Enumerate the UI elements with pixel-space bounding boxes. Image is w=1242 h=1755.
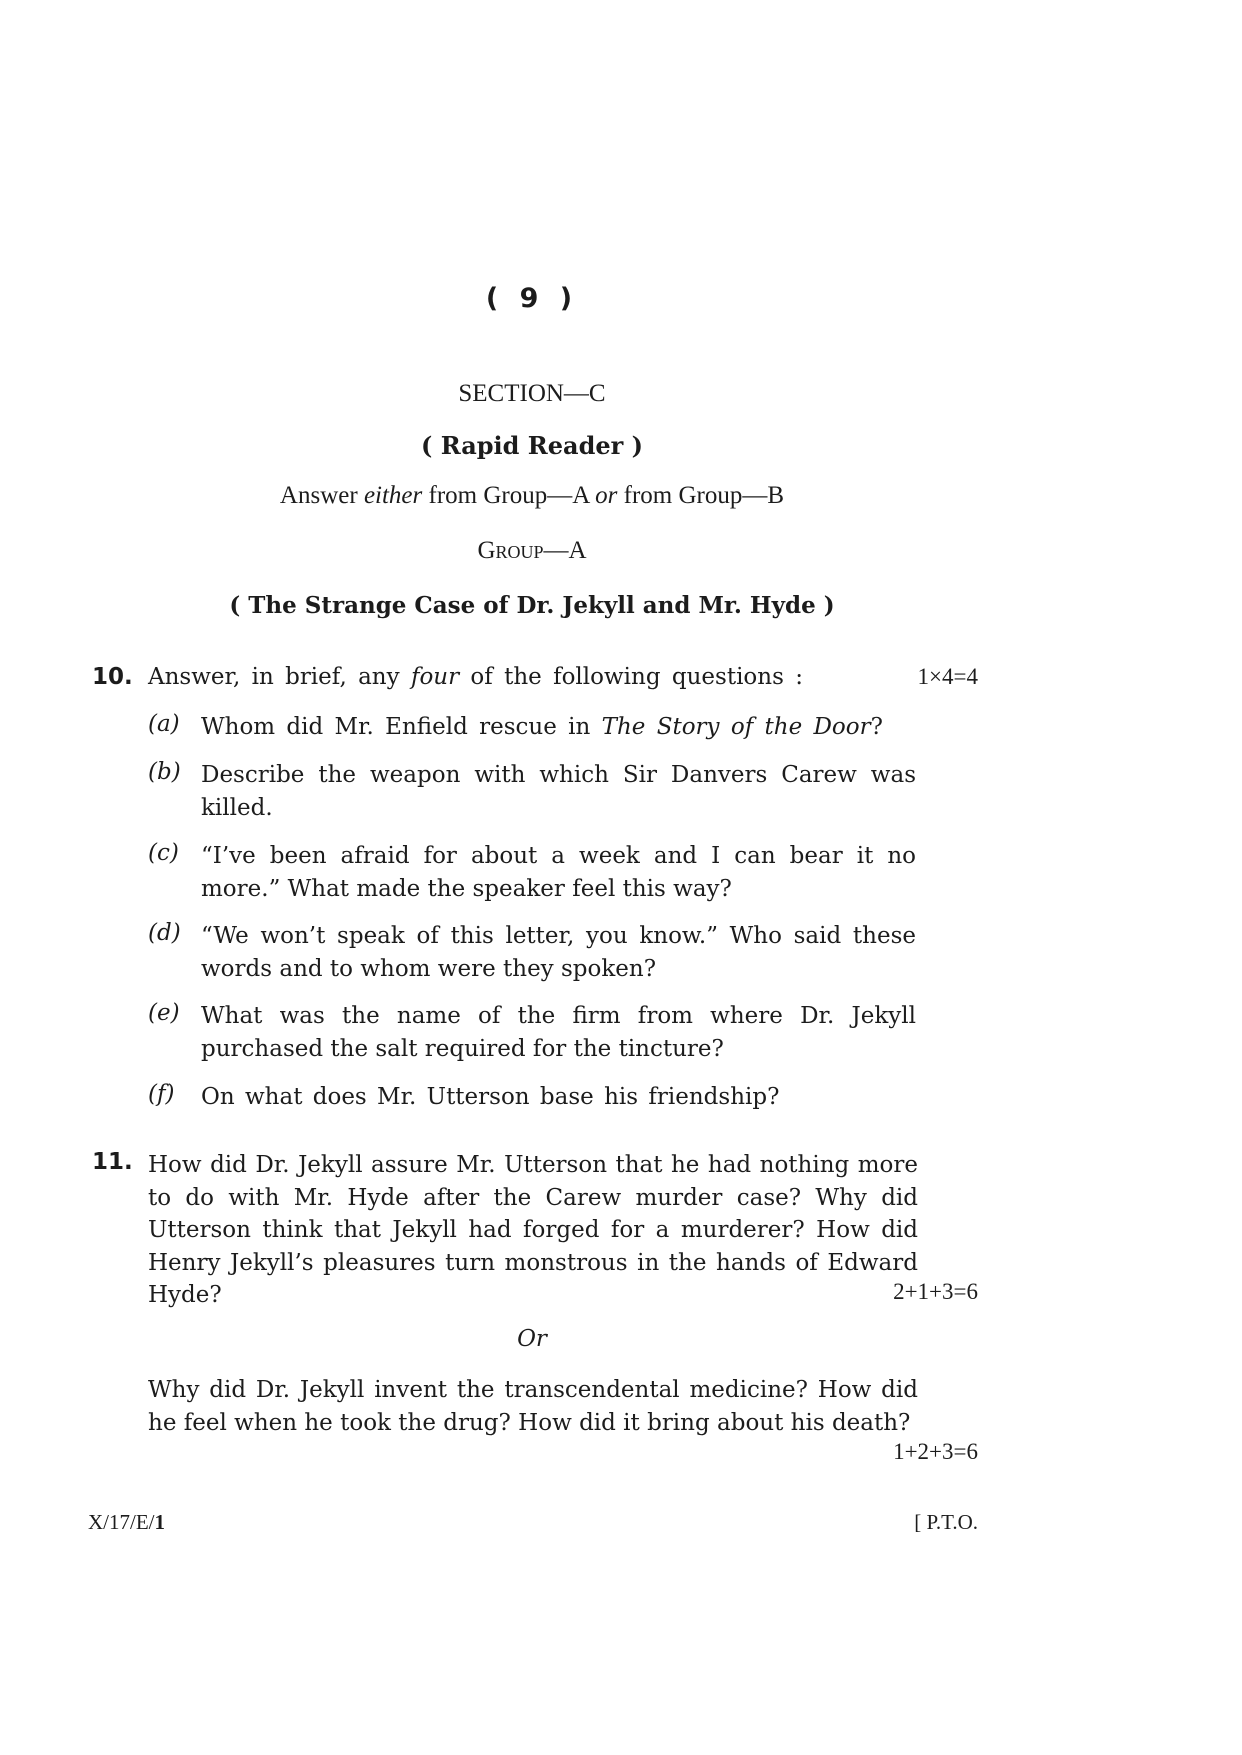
sub-question-text: Describe the weapon with which Sir Danvers Carew was killed. (201, 762, 916, 821)
story-title: The Story of the Door (601, 714, 871, 740)
intro-part: of the following questions : (459, 664, 803, 690)
question-10-intro (148, 664, 803, 690)
sub-question-label: (c) (148, 840, 179, 866)
section-subtitle: ( Rapid Reader ) (421, 431, 643, 460)
instruction-part: from Group—B (617, 482, 785, 509)
question-marks: 1×4=4 (917, 664, 978, 689)
sub-text-part: Whom did Mr. Enfield rescue in (201, 714, 602, 740)
sub-question-text (201, 711, 921, 744)
instruction-part: Answer (279, 482, 364, 509)
instruction-emphasis: either (363, 482, 423, 509)
question-marks: 1+2+3=6 (893, 1439, 978, 1464)
instruction-text (0, 482, 1064, 510)
section-title: SECTION—C (458, 380, 606, 407)
sub-text-part: ? (870, 714, 883, 740)
instruction-emphasis: or (595, 482, 618, 509)
question-11-alt-text: Why did Dr. Jekyll invent the transcendental medicine? How did he feel when he took the drug? How did it bring about his death? (148, 1377, 918, 1436)
question-11-text: How did Dr. Jekyll assure Mr. Utterson that he had nothing more to do with Mr. Hyde after the Carew murder case? Why did Utterson think that Jekyll had forged for a murderer? How did Henry Jekyll’s pleasures turn monstrous in the hands of Edward Hyde? (148, 1152, 918, 1308)
question-number: 10. (92, 664, 133, 690)
intro-emphasis: four (410, 664, 460, 690)
paper-code-bold: 1 (154, 1510, 165, 1534)
sub-question-text: “We won’t speak of this letter, you know.” Who said these words and to whom were they spoken? (201, 923, 916, 982)
sub-question-text: “I’ve been afraid for about a week and I can bear it no more.” What made the speaker feel this way? (201, 843, 916, 902)
sub-question-label: (f) (148, 1081, 175, 1107)
sub-question-text: What was the name of the firm from where Dr. Jekyll purchased the salt required for the tincture? (201, 1003, 916, 1062)
sub-question-label: (b) (148, 759, 181, 785)
paper-code (88, 1510, 165, 1535)
sub-question-label: (a) (148, 711, 180, 737)
page-number: ( 9 ) (485, 283, 579, 314)
book-title: ( The Strange Case of Dr. Jekyll and Mr. Hyde ) (229, 592, 835, 619)
question-number: 11. (92, 1149, 133, 1175)
pto-label: [ P.T.O. (914, 1510, 978, 1534)
group-title: Group—A (477, 537, 587, 564)
intro-part: Answer, in brief, any (148, 664, 411, 690)
paper-code-text: X/17/E/ (88, 1510, 155, 1534)
sub-question-text: On what does Mr. Utterson base his friendship? (201, 1084, 780, 1110)
instruction-part: from Group—A (422, 482, 596, 509)
or-divider: Or (517, 1326, 547, 1352)
question-marks: 2+1+3=6 (893, 1279, 978, 1304)
sub-question-label: (e) (148, 1000, 180, 1026)
sub-question-label: (d) (148, 920, 181, 946)
